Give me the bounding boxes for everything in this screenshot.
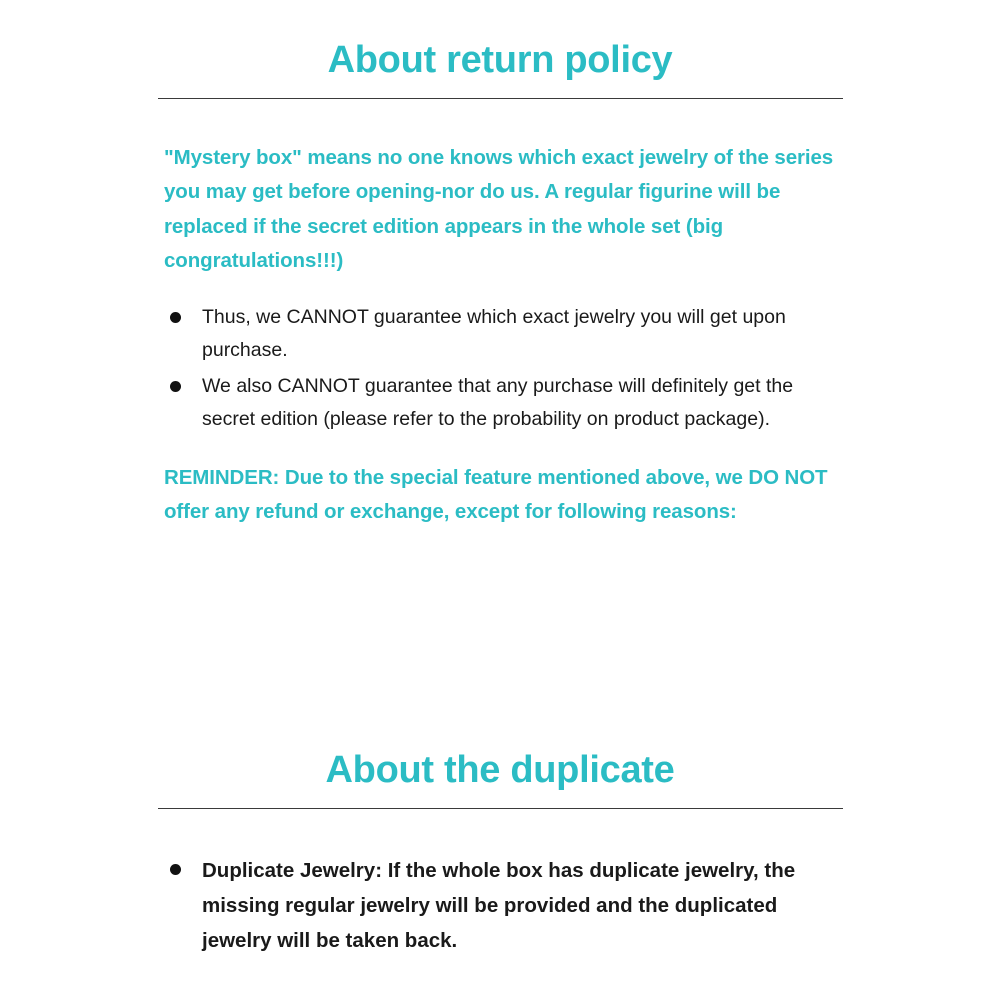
list-item-text: We also CANNOT guarantee that any purchase will definitely get the secret edition (please refer to the probability on product package).	[202, 374, 794, 431]
duplicate-body	[164, 853, 836, 959]
return-policy-body	[164, 141, 836, 530]
section-return-policy	[0, 40, 1000, 530]
mystery-box-intro-paragraph: "Mystery box" means no one knows which exact jewelry of the series you may get before opening-nor do us. A regular figurine will be replaced if the secret edition appears in the whole set (big congratulations!!!)	[164, 145, 834, 273]
list-item	[164, 370, 836, 437]
duplicate-bullet-list	[164, 853, 836, 959]
bullet-dot-icon	[170, 864, 181, 875]
reminder-paragraph	[164, 461, 836, 530]
bullet-dot-icon	[170, 381, 181, 392]
return-policy-bullet-list	[164, 301, 836, 437]
list-item	[164, 301, 836, 368]
page-title: About return policy	[327, 39, 673, 81]
list-item-text: Thus, we CANNOT guarantee which exact jewelry you will get upon purchase.	[202, 305, 786, 362]
list-item-text: Duplicate Jewelry: If the whole box has duplicate jewelry, the missing regular jewelry will be provided and the duplicated jewelry will be taken back.	[202, 858, 796, 953]
reminder-text: Due to the special feature mentioned above, we DO NOT offer any refund or exchange, except for following reasons:	[164, 465, 828, 524]
spacer	[164, 439, 836, 461]
list-item	[164, 853, 836, 959]
spacer	[164, 279, 836, 301]
section-duplicate	[0, 750, 1000, 961]
reminder-label: REMINDER:	[164, 465, 280, 489]
title-divider	[158, 98, 843, 99]
bullet-dot-icon	[170, 312, 181, 323]
title-divider	[158, 808, 843, 809]
duplicate-section-title: About the duplicate	[325, 749, 675, 791]
